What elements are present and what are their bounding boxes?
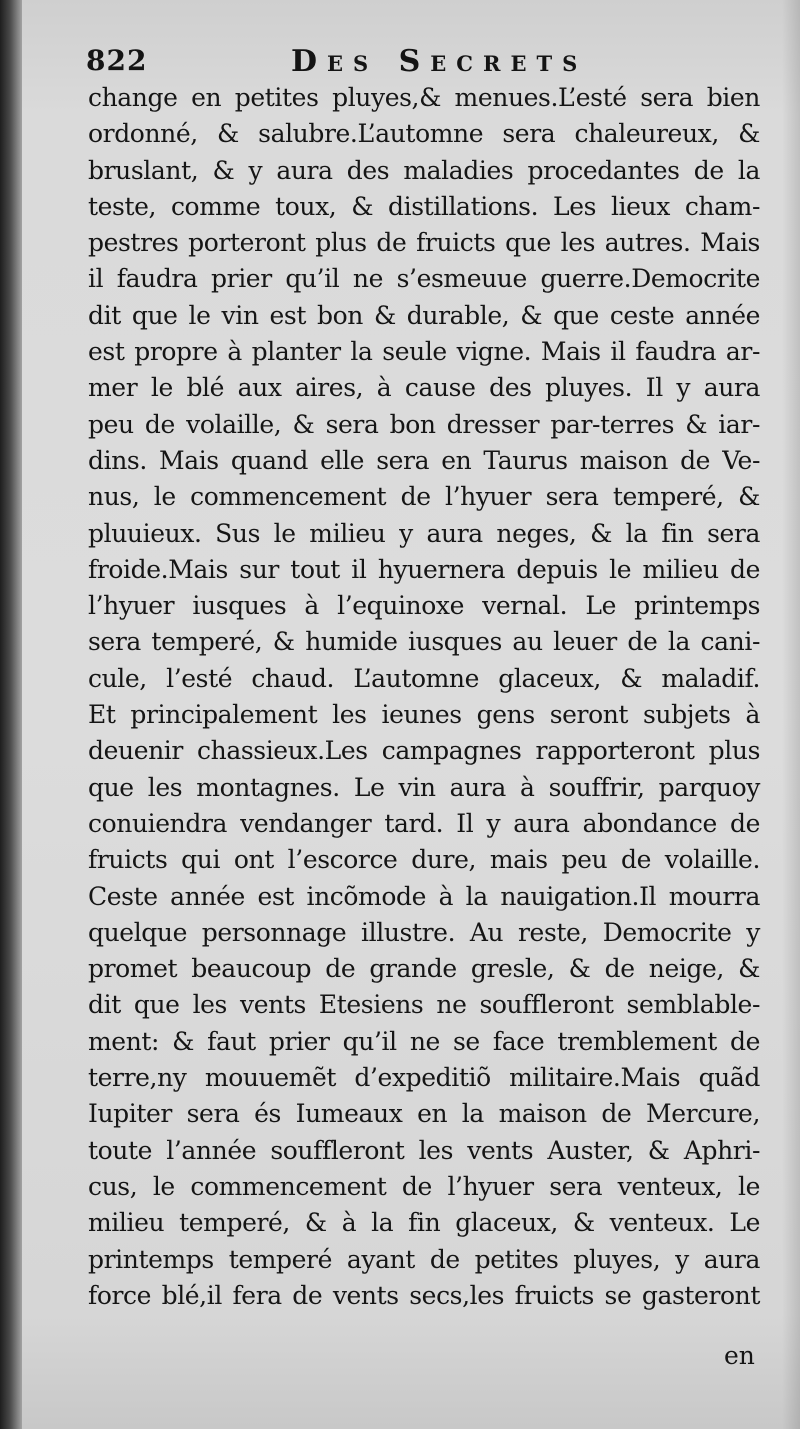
text-line: l’hyuer iusques à l’equinoxe vernal. Le printemps bbox=[88, 591, 760, 621]
text-line: quelque personnage illustre. Au reste, Democrite y bbox=[88, 917, 760, 947]
text-line: milieu temperé, & à la fin glaceux, & venteux. Le bbox=[88, 1208, 760, 1238]
text-line: pluuieux. Sus le milieu y aura neges, & la fin sera bbox=[88, 518, 760, 548]
body-text bbox=[88, 80, 760, 1314]
text-line: dins. Mais quand elle sera en Taurus maison de Ve- bbox=[88, 445, 760, 475]
text-line: change en petites pluyes,& menues.L’esté sera bien bbox=[88, 83, 760, 112]
text-line: mer le blé aux aires, à cause des pluyes. Il y aura bbox=[88, 373, 760, 403]
page-edge-shadow bbox=[782, 0, 800, 1429]
text-line: teste, comme toux, & distillations. Les lieux cham- bbox=[88, 191, 760, 221]
text-line: cule, l’esté chaud. L’automne glaceux, & maladif. bbox=[88, 663, 760, 693]
text-line: ordonné, & salubre.L’automne sera chaleureux, & bbox=[88, 119, 760, 149]
text-line: force blé,il fera de vents secs,les fruicts se gasteront bbox=[88, 1280, 760, 1310]
text-line: nus, le commencement de l’hyuer sera temperé, & bbox=[88, 482, 760, 512]
text-line: cus, le commencement de l’hyuer sera venteux, le bbox=[88, 1171, 760, 1201]
text-line: pestres porteront plus de fruicts que les autres. Mais bbox=[88, 228, 760, 258]
text-line: promet beaucoup de grande gresle, & de neige, & bbox=[88, 954, 760, 984]
text-line: peu de volaille, & sera bon dresser par-terres & iar- bbox=[88, 409, 760, 439]
running-head: Des Secrets bbox=[291, 44, 588, 79]
text-line: toute l’année souffleront les vents Auster, & Aphri- bbox=[88, 1135, 760, 1165]
text-line: bruslant, & y aura des maladies procedantes de la bbox=[88, 155, 760, 185]
text-line: est propre à planter la seule vigne. Mais il faudra ar- bbox=[88, 337, 760, 367]
text-line: terre,ny mouuemẽt d’expeditiõ militaire.Mais quãd bbox=[88, 1063, 760, 1093]
page-header bbox=[86, 44, 766, 84]
text-line: ment: & faut prier qu’il ne se face tremblement de bbox=[88, 1026, 760, 1056]
text-line: conuiendra vendanger tard. Il y aura abondance de bbox=[88, 808, 760, 838]
text-line: fruicts qui ont l’escorce dure, mais peu de volaille. bbox=[88, 845, 760, 875]
text-line: dit que le vin est bon & durable, & que ceste année bbox=[88, 300, 760, 330]
text-line: printemps temperé ayant de petites pluyes, y aura bbox=[88, 1244, 760, 1274]
text-line: froide.Mais sur tout il hyuernera depuis le milieu de bbox=[88, 554, 760, 584]
page-number: 822 bbox=[86, 44, 148, 77]
text-line: Iupiter sera és Iumeaux en la maison de Mercure, bbox=[88, 1099, 760, 1129]
text-line: dit que les vents Etesiens ne souffleront semblable- bbox=[88, 990, 760, 1020]
text-line: sera temperé, & humide iusques au leuer de la cani- bbox=[88, 627, 760, 657]
text-line: Ceste année est incõmode à la nauigation.Il mourra bbox=[88, 881, 760, 911]
text-line: que les montagnes. Le vin aura à souffrir, parquoy bbox=[88, 772, 760, 802]
catchword: en bbox=[724, 1341, 755, 1370]
text-line: Et principalement les ieunes gens seront subjets à bbox=[88, 700, 760, 730]
text-line: il faudra prier qu’il ne s’esmeuue guerre.Democrite bbox=[88, 264, 760, 294]
text-line: deuenir chassieux.Les campagnes rapporteront plus bbox=[88, 736, 760, 766]
